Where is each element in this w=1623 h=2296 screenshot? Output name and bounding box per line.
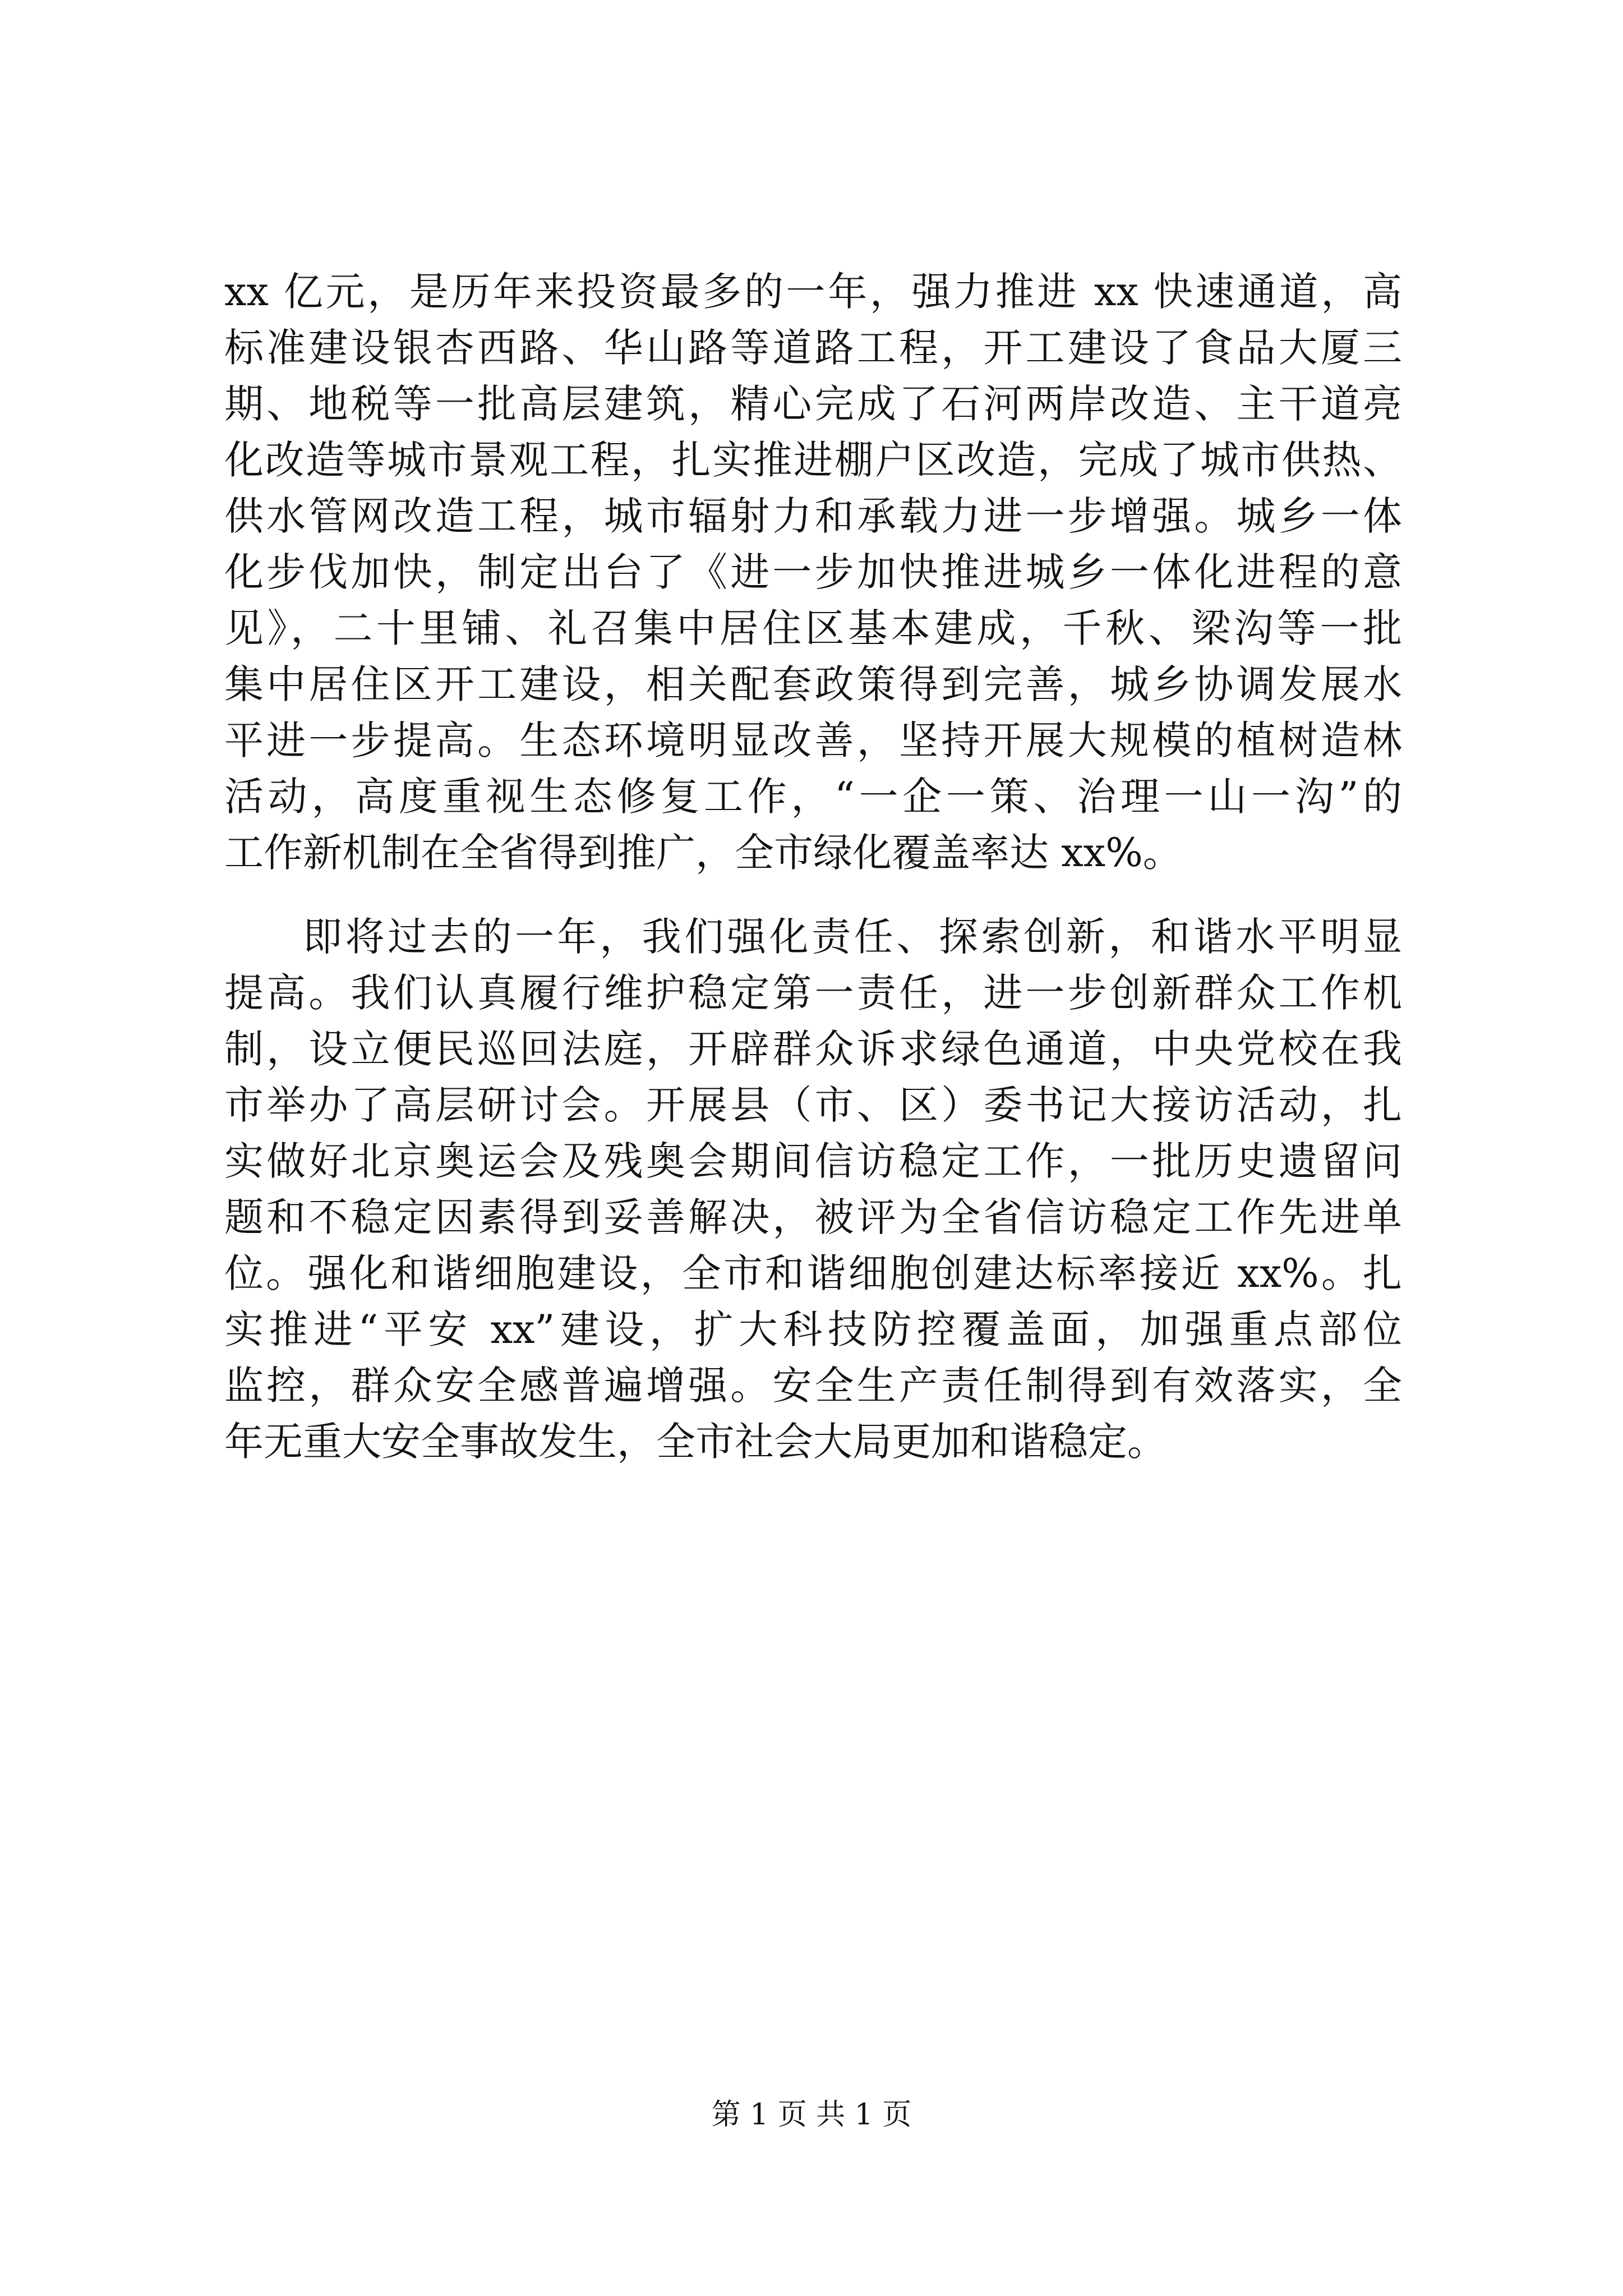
paragraph-2-line: 年无重大安全事故发生，全市社会大局更加和谐稳定。 <box>224 1419 1166 1465</box>
paragraph-1-line: 见》，二十里铺、礼召集中居住区基本建成，千秋、梁沟等一批 <box>224 605 1402 651</box>
paragraph-1-line: 平进一步提高。生态环境明显改善，坚持开展大规模的植树造林 <box>224 717 1402 763</box>
paragraph-2-line: 位。强化和谐细胞建设，全市和谐细胞创建达标率接近 xx%。扎 <box>224 1250 1402 1296</box>
paragraph-1-line: 工作新机制在全省得到推广，全市绿化覆盖率达 xx%。 <box>224 830 1182 876</box>
paragraph-2-line: 题和不稳定因素得到妥善解决，被评为全省信访稳定工作先进单 <box>224 1194 1402 1240</box>
paragraph-2-line: 实推进“平安 xx”建设，扩大科技防控覆盖面，加强重点部位 <box>224 1306 1402 1352</box>
paragraph-2-line: 市举办了高层研讨会。开展县（市、区）委书记大接访活动，扎 <box>224 1082 1402 1128</box>
paragraph-2-line: 实做好北京奥运会及残奥会期间信访稳定工作，一批历史遗留问 <box>224 1138 1402 1184</box>
paragraph-2-line: 制，设立便民巡回法庭，开辟群众诉求绿色通道，中央党校在我 <box>224 1026 1402 1072</box>
paragraph-1-line: 供水管网改造工程，城市辐射力和承载力进一步增强。城乡一体 <box>224 493 1402 539</box>
paragraph-1-line: 期、地税等一批高层建筑，精心完成了石河两岸改造、主干道亮 <box>224 381 1402 427</box>
paragraph-2-line: 即将过去的一年，我们强化责任、探索创新，和谐水平明显 <box>303 914 1402 960</box>
paragraph-1-line: 活动，高度重视生态修复工作，“一企一策、治理一山一沟”的 <box>224 774 1402 820</box>
paragraph-1-line: 化改造等城市景观工程，扎实推进棚户区改造，完成了城市供热、 <box>224 437 1402 483</box>
paragraph-1-line: 标准建设银杏西路、华山路等道路工程，开工建设了食品大厦三 <box>224 325 1402 371</box>
page-footer: 第 1 页 共 1 页 <box>711 2098 912 2132</box>
paragraph-1-line: 集中居住区开工建设，相关配套政策得到完善，城乡协调发展水 <box>224 661 1402 707</box>
paragraph-1-line: xx 亿元，是历年来投资最多的一年，强力推进 xx 快速通道，高 <box>224 269 1402 315</box>
paragraph-2-line: 监控，群众安全感普遍增强。安全生产责任制得到有效落实，全 <box>224 1363 1402 1409</box>
paragraph-2-line: 提高。我们认真履行维护稳定第一责任，进一步创新群众工作机 <box>224 970 1402 1016</box>
paragraph-1-line: 化步伐加快，制定出台了《进一步加快推进城乡一体化进程的意 <box>224 549 1402 595</box>
